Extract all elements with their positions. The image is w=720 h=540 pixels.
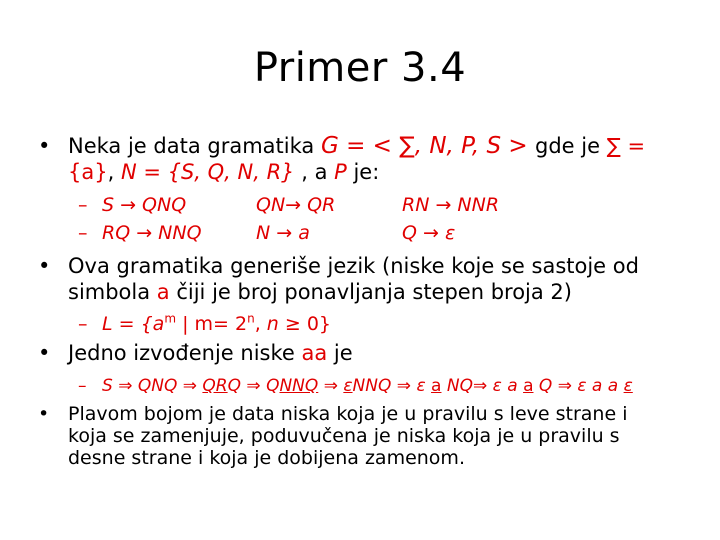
rule-row-2-col-1: – RQ → NNQ bbox=[78, 222, 202, 244]
derivation-sequence: – S ⇒ QNQ ⇒ QRQ ⇒ QNNQ ⇒ εNNQ ⇒ ε a NQ⇒ ε a a Q ⇒ ε a a ε bbox=[78, 376, 633, 396]
bullet-dot: • bbox=[38, 254, 51, 278]
bullet-text: Ova gramatika generiše jezik (niske koje se sastoje od simbola a čiji je broj ponavljanja stepen broja 2) bbox=[68, 254, 639, 304]
bullet-text: Plavom bojom je data niska koja je u pravilu s leve strane i koja se zamenjuje, poduvučena je niska koja je u pravilu s desne strane i koja je dobijena zamenom. bbox=[68, 403, 628, 469]
bullet-language-description bbox=[38, 253, 688, 305]
rule-row-2-col-2: N → a bbox=[256, 222, 310, 244]
language-definition: – $L = \{a^m$ | $m= 2^n$, n ≥ 0} bbox=[78, 311, 332, 335]
rule-row-1-col-2: QN→ QR bbox=[256, 194, 336, 216]
bullet-dot: • bbox=[38, 134, 51, 158]
bullet-derivation-intro bbox=[38, 340, 688, 366]
nonterminal-set: N = {S, Q, N, R} bbox=[120, 160, 295, 184]
sigma-symbol: ∑ = bbox=[606, 134, 646, 158]
slide-title: Primer 3.4 bbox=[253, 45, 467, 91]
bullet-dot: • bbox=[38, 341, 51, 365]
bullet-text: Neka je data gramatika G = < ∑, N, P, S > gde je ∑ = {a}, N = {S, Q, N, R} , a P je: bbox=[68, 133, 646, 184]
bullet-dot: • bbox=[38, 403, 50, 425]
rule-row-1-col-3: RN → NNR bbox=[402, 194, 500, 216]
bullet-explanation bbox=[38, 403, 688, 469]
grammar-tuple: G = < ∑, N, P, S > bbox=[320, 133, 536, 159]
rule-row-2-col-3: Q → ε bbox=[402, 222, 456, 244]
bullet-text: Jedno izvođenje niske aa je bbox=[68, 341, 353, 365]
rule-row-1-col-1: – S → QNQ bbox=[78, 194, 187, 216]
bullet-grammar-definition bbox=[38, 133, 688, 185]
